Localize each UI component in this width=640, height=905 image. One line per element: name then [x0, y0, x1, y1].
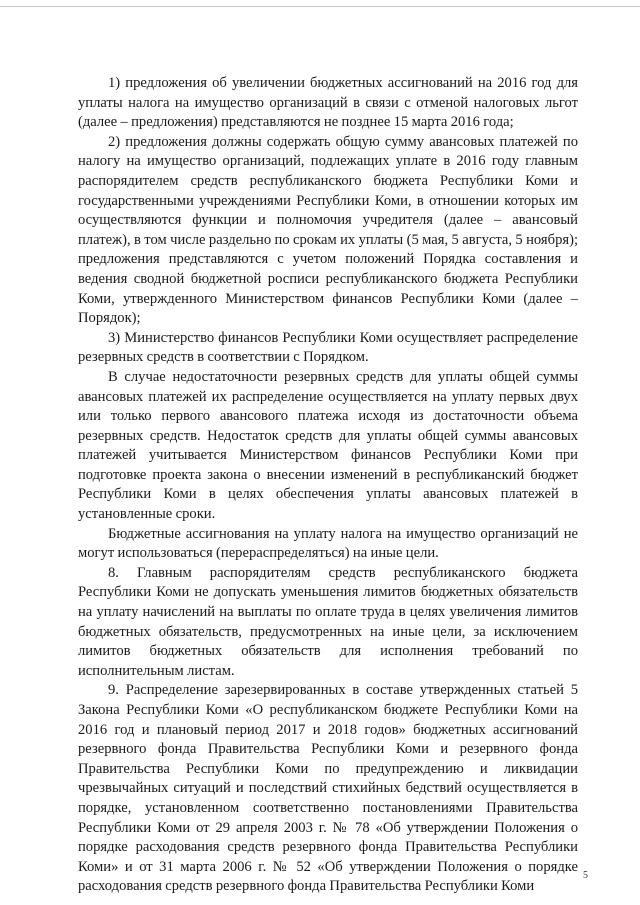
paragraph-insufficient-reserves: В случае недостаточности резервных средств для уплаты общей суммы авансовых платежей их распределение осуществляется на уплату первых двух или только первого авансового платежа исходя из достаточности объема резервных средств. Недостаток средств для уплаты общей суммы авансовых платежей учитывается Министерством финансов Республики Коми при подготовке проекта закона о внесении изменений в республиканский бюджет Республики Коми в целях обеспечения уплаты авансовых платежей в установленные сроки.	[78, 368, 578, 523]
paragraph-item-2-advance-payments: 2) предложения должны содержать общую сумму авансовых платежей по налогу на имущество организаций, подлежащих уплате в 2016 году главным распорядителем средств республиканского бюджета Республики Коми и государственными учреждениями Республики Коми, в отношении которых им осуществляются функции и полномочия учредителя (далее – авансовый платеж), в том числе раздельно по срокам их уплаты (5 мая, 5 августа, 5 ноября); предложения представляются с учетом положений Порядка составления и ведения сводной бюджетной росписи республиканского бюджета Республики Коми, утвержденного Министерством финансов Республики Коми (далее – Порядок);	[78, 133, 578, 327]
paragraph-item-3-reserve-distribution: 3) Министерство финансов Республики Коми осуществляет распределение резервных средств в соответствии с Порядком.	[78, 329, 578, 366]
page-number: 5	[583, 870, 588, 881]
paragraph-item-1-budget-proposals: 1) предложения об увеличении бюджетных ассигнований на 2016 год для уплаты налога на имущество организаций в связи с отменой налоговых льгот (далее – предложения) представляются не позднее 15 марта 2016 года;	[78, 75, 578, 131]
paragraph-budget-allocations: Бюджетные ассигнования на уплату налога на имущество организаций не могут использоваться (перераспределяться) на иные цели.	[78, 525, 578, 562]
document-body	[78, 74, 578, 897]
paragraph-section-8: 8. Главным распорядителям средств республиканского бюджета Республики Коми не допускать уменьшения лимитов бюджетных обязательств на уплату начислений на выплаты по оплате труда в целях увеличения лимитов бюджетных обязательств, предусмотренных на иные цели, за исключением лимитов бюджетных обязательств для исполнения требований по исполнительным листам.	[78, 564, 578, 679]
paragraph-section-9: 9. Распределение зарезервированных в составе утвержденных статьей 5 Закона Республики Коми «О республиканском бюджете Республики Коми на 2016 год и плановый период 2017 и 2018 годов» бюджетных ассигнований резервного фонда Правительства Республики Коми и резервного фонда Правительства Республики Коми по предупреждению и ликвидации чрезвычайных ситуаций и последствий стихийных бедствий осуществляется в порядке, установленном соответственно постановлениями Правительства Республики Коми от 29 апреля 2003 г. № 78 «Об утверждении Положения о порядке расходования средств резервного фонда Правительства Республики Коми» и от 31 марта 2006 г. № 52 «Об утверждении Положения о порядке расходования средств резервного фонда Правительства Республики Коми	[78, 682, 578, 895]
scan-edge-line	[0, 6, 640, 7]
